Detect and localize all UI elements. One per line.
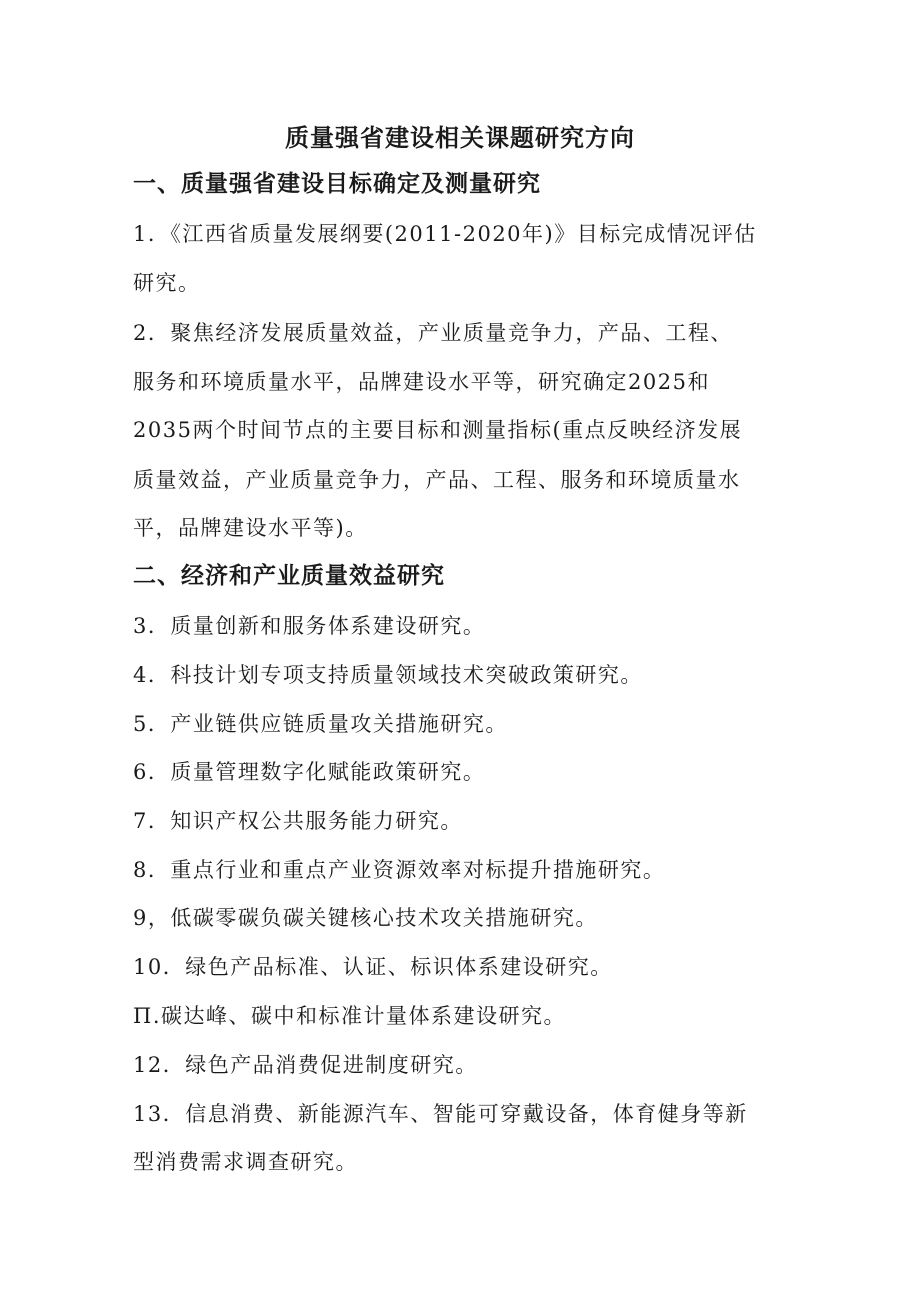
list-item: 6．质量管理数字化赋能政策研究。 xyxy=(133,760,486,784)
item-2-line-5: 平，品牌建设水平等)。 xyxy=(133,516,368,540)
list-item: 12．绿色产品消费促进制度研究。 xyxy=(133,1053,478,1077)
item-2-line-1: 2．聚焦经济发展质量效益，产业质量竞争力，产品、工程、 xyxy=(133,321,733,345)
document-title: 质量强省建设相关课题研究方向 xyxy=(285,124,635,152)
list-item: 3．质量创新和服务体系建设研究。 xyxy=(133,614,486,638)
section-heading-1: 一、质量强省建设目标确定及测量研究 xyxy=(133,171,541,197)
list-item: 8．重点行业和重点产业资源效率对标提升措施研究。 xyxy=(133,858,666,882)
list-item: 7．知识产权公共服务能力研究。 xyxy=(133,809,463,833)
item-2-line-4: 质量效益，产业质量竞争力，产品、工程、服务和环境质量水 xyxy=(133,468,741,492)
item-1-line-2: 研究。 xyxy=(133,271,201,295)
list-item: 5．产业链供应链质量攻关措施研究。 xyxy=(133,712,508,736)
item-13-line-1: 13．信息消费、新能源汽车、智能可穿戴设备，体育健身等新 xyxy=(133,1102,748,1126)
list-item: 4．科技计划专项支持质量领域技术突破政策研究。 xyxy=(133,663,643,687)
list-item: Π.碳达峰、碳中和标准计量体系建设研究。 xyxy=(133,1004,566,1028)
item-2-line-3: 2035两个时间节点的主要目标和测量指标(重点反映经济发展 xyxy=(133,418,743,442)
item-2-line-2: 服务和环境质量水平，品牌建设水平等，研究确定2025和 xyxy=(133,370,710,394)
item-13-line-2: 型消费需求调查研究。 xyxy=(133,1150,358,1174)
list-item: 10．绿色产品标准、认证、标识体系建设研究。 xyxy=(133,955,613,979)
item-1-line-1: 1．《江西省质量发展纲要(2011-2020年)》目标完成情况评估 xyxy=(133,222,757,246)
section-heading-2: 二、经济和产业质量效益研究 xyxy=(133,563,445,589)
list-item: 9，低碳零碳负碳关键核心技术攻关措施研究。 xyxy=(133,906,598,930)
